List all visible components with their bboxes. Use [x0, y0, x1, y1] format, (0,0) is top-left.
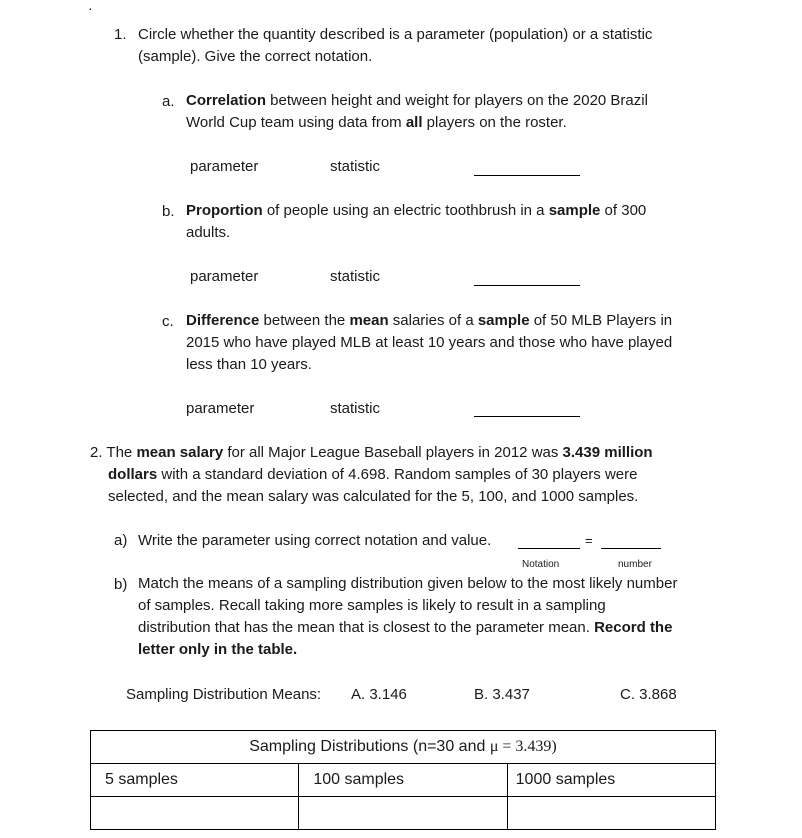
q1c-option-parameter[interactable]: parameter: [186, 400, 255, 417]
q1-prompt: [138, 24, 652, 68]
q2-bold-value: 3.439 million: [562, 444, 653, 461]
q1c-letter: c.: [162, 313, 174, 330]
q2b-line-2: of samples. Recall taking more samples is likely to result in a sampling: [138, 597, 606, 614]
table-header-text: Sampling Distributions (n=30 and: [249, 738, 490, 755]
table-row: [91, 764, 716, 797]
choice-c: C. 3.868: [620, 686, 677, 703]
table-header-mu: μ = 3.439): [489, 738, 557, 755]
sampling-distribution-table: [90, 730, 716, 830]
q1a-text-2: World Cup team using data from: [186, 114, 406, 131]
q1c-text: [186, 310, 672, 376]
q2-text-3: with a standard deviation of 4.698. Random samples of 30 players were: [157, 466, 638, 483]
q1a-bold-correlation: Correlation: [186, 92, 267, 109]
q1-number: 1.: [114, 26, 127, 43]
q1c-option-statistic[interactable]: statistic: [330, 400, 381, 417]
q2a-label: a): [114, 532, 128, 549]
answer-cell-1000[interactable]: [507, 797, 715, 830]
q1c-text-1: between the: [259, 312, 350, 329]
q2b-line-1: Match the means of a sampling distribution given below to the most likely number: [138, 575, 678, 592]
column-1000-samples: 1000 samples: [507, 764, 715, 797]
table-header-cell: [91, 731, 716, 764]
q1c-text-3: of 50 MLB Players in: [529, 312, 673, 329]
q2a-text: Write the parameter using correct notation and value.: [138, 532, 492, 549]
q2-text-1: The: [102, 444, 137, 461]
q1a-text-1: between height and weight for players on the 2020 Brazil: [266, 92, 648, 109]
q2a-equals: =: [585, 533, 593, 548]
q1a-text: [186, 90, 648, 134]
table-row: [91, 797, 716, 830]
q2b-bold-letter-only: letter only in the table.: [138, 641, 298, 658]
q2b-line-3: distribution that has the mean that is closest to the parameter mean.: [138, 619, 595, 636]
q1a-notation-blank[interactable]: [474, 175, 580, 176]
q1-prompt-line2: (sample). Give the correct notation.: [138, 48, 373, 65]
q1c-text-5: less than 10 years.: [186, 356, 312, 373]
q1a-letter: a.: [162, 93, 175, 110]
table-header-row: [91, 731, 716, 764]
means-label: Sampling Distribution Means:: [126, 686, 322, 703]
answer-cell-100[interactable]: [299, 797, 507, 830]
q1b-notation-blank[interactable]: [474, 285, 580, 286]
answer-cell-5[interactable]: [91, 797, 299, 830]
q1b-bold-proportion: Proportion: [186, 202, 263, 219]
q1-prompt-line1: Circle whether the quantity described is a parameter (population) or a statistic: [138, 26, 653, 43]
q1b-bold-sample: sample: [548, 202, 601, 219]
column-100-samples: 100 samples: [299, 764, 507, 797]
column-5-samples: 5 samples: [91, 764, 299, 797]
q1c-notation-blank[interactable]: [474, 416, 580, 417]
q1b-option-statistic[interactable]: statistic: [330, 268, 381, 285]
q2a-number-blank[interactable]: [601, 548, 661, 549]
q1b-text-3: adults.: [186, 224, 231, 241]
choice-a: A. 3.146: [351, 686, 407, 703]
q1a-text-3: players on the roster.: [422, 114, 567, 131]
choice-b: B. 3.437: [474, 686, 530, 703]
q1c-bold-sample: sample: [477, 312, 530, 329]
q2-text-4: selected, and the mean salary was calculated for the 5, 100, and 1000 samples.: [108, 488, 639, 505]
q1b-letter: b.: [162, 203, 175, 220]
q1a-option-parameter[interactable]: parameter: [190, 158, 259, 175]
q2b-text: [138, 573, 677, 661]
q1a-bold-all: all: [405, 114, 423, 131]
q1c-text-4: 2015 who have played MLB at least 10 years and those who have played: [186, 334, 673, 351]
q1b-text-2: of 300: [600, 202, 647, 219]
q2a-number-caption: number: [618, 559, 652, 570]
q2b-bold-record: Record the: [594, 619, 673, 636]
q2a-notation-blank[interactable]: [518, 548, 580, 549]
q2a-notation-caption: Notation: [522, 559, 560, 570]
q1c-text-2: salaries of a: [388, 312, 478, 329]
q1b-option-parameter[interactable]: parameter: [190, 268, 259, 285]
stray-mark: ·: [88, 0, 93, 16]
q2b-label: b): [114, 576, 128, 593]
q2-prompt: [90, 442, 653, 508]
q2-text-2: for all Major League Baseball players in 2012 was: [223, 444, 563, 461]
q2-bold-mean-salary: mean salary: [136, 444, 224, 461]
q1b-text: [186, 200, 646, 244]
q1b-text-1: of people using an electric toothbrush in a: [262, 202, 549, 219]
q1a-option-statistic[interactable]: statistic: [330, 158, 381, 175]
q2-bold-dollars: dollars: [108, 466, 158, 483]
q1c-bold-difference: Difference: [186, 312, 260, 329]
q2-number: 2.: [90, 444, 103, 461]
q1c-bold-mean: mean: [349, 312, 389, 329]
